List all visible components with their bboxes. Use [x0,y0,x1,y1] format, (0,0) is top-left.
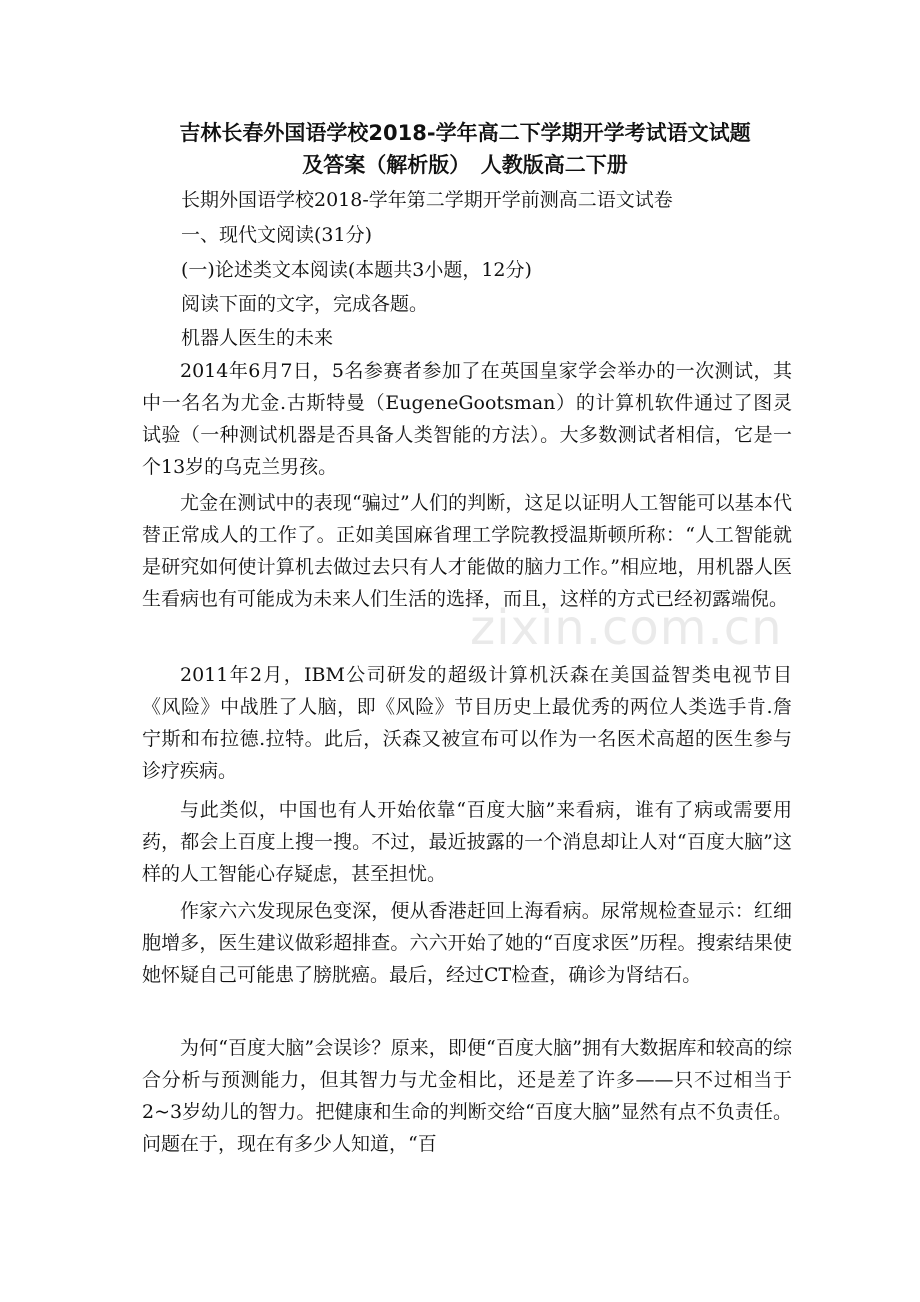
article-title: 机器人医生的未来 [181,327,334,349]
reading-instruction: 阅读下面的文字，完成各题。 [181,293,429,315]
article-paragraph-3: 2011年2月，IBM公司研发的超级计算机沃森在美国益智类电视节目《风险》中战胜了人脑，即《风险》节目历史上最优秀的两位人类选手肯.詹宁斯和布拉德.拉特。此后，沃森又被宣布可以作为一名医术高超的医生参与诊疗疾病。 [142,664,792,782]
article-paragraph-2: 尤金在测试中的表现“骗过”人们的判断，这足以证明人工智能可以基本代替正常成人的工作了。正如美国麻省理工学院教授温斯顿所称：“人工智能就是研究如何使计算机去做过去只有人才能做的脑力工作。”相应地，用机器人医生看病也有可能成为未来人们生活的选择，而且，这样的方式已经初露端倪。 [142,492,792,610]
article-paragraph-4: 与此类似，中国也有人开始依靠“百度大脑”来看病，谁有了病或需要用药，都会上百度上搜一搜。不过，最近披露的一个消息却让人对“百度大脑”这样的人工智能心存疑虑，甚至担忧。 [142,799,792,885]
subsection-heading: (一)论述类文本阅读(本题共3小题，12分) [181,259,532,281]
article-paragraph-5: 作家六六发现尿色变深，便从香港赶回上海看病。尿常规检查显示：红细胞增多，医生建议做彩超排查。六六开始了她的“百度求医”历程。搜索结果使她怀疑自己可能患了膀胱癌。最后，经过CT检查，确诊为肾结石。 [142,900,792,986]
section-heading: 一、现代文阅读(31分) [181,224,373,246]
article-paragraph-1: 2014年6月7日，5名参赛者参加了在英国皇家学会举办的一次测试，其中一名名为尤金.古斯特曼（EugeneGootsman）的计算机软件通过了图灵试验（一种测试机器是否具备人类智能的方法）。大多数测试者相信，它是一个13岁的乌克兰男孩。 [142,360,792,478]
exam-subtitle: 长期外国语学校2018-学年第二学期开学前测高二语文试卷 [181,189,673,211]
article-paragraph-6: 为何“百度大脑”会误诊？原来，即便“百度大脑”拥有大数据库和较高的综合分析与预测能力，但其智力与尤金相比，还是差了许多——只不过相当于2~3岁幼儿的智力。把健康和生命的判断交给“百度大脑”显然有点不负责任。问题在于，现在有多少人知道，“百 [142,1037,792,1155]
document-title-line-1: 吉林长春外国语学校2018-学年高二下学期开学考试语文试题 [179,121,751,145]
document-title-line-2: 及答案（解析版） 人教版高二下册 [302,153,628,177]
site-watermark: zixin.com.cn [470,600,783,656]
